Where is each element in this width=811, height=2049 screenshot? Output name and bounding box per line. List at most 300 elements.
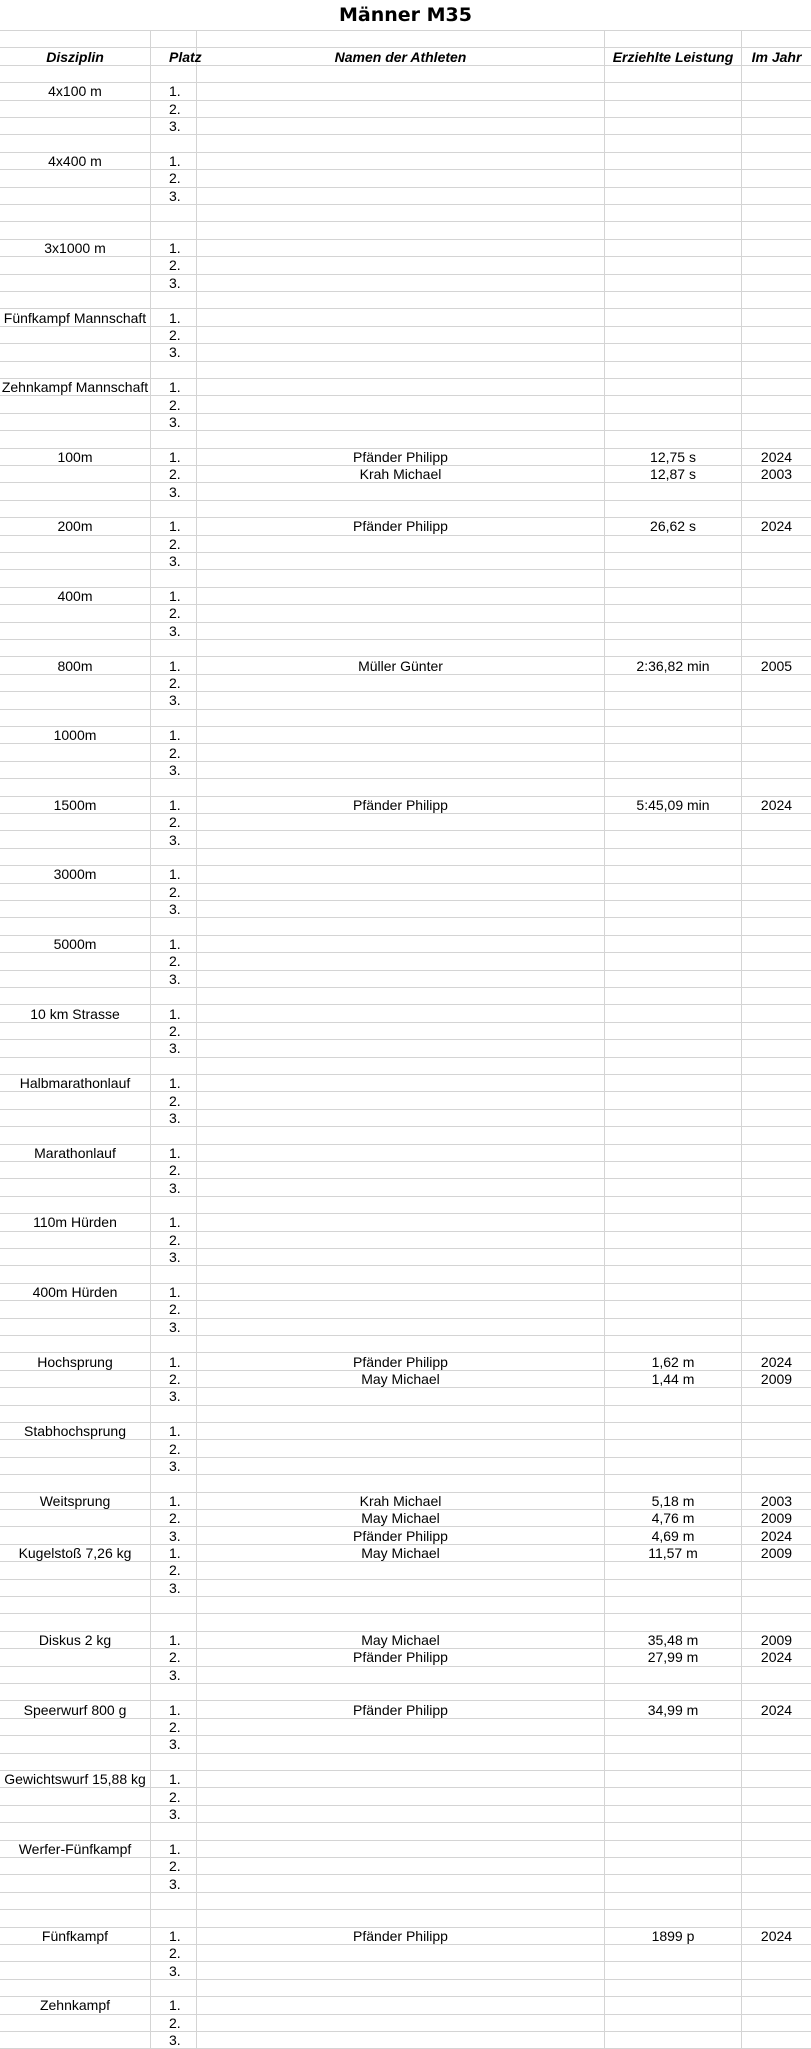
discipline-cell[interactable] xyxy=(0,1388,151,1404)
place-cell[interactable]: 1. xyxy=(151,1545,197,1561)
performance-cell[interactable] xyxy=(605,953,742,969)
year-cell[interactable] xyxy=(742,31,811,47)
discipline-cell[interactable] xyxy=(0,1440,151,1456)
place-cell[interactable]: 3. xyxy=(151,118,197,134)
discipline-cell[interactable] xyxy=(0,1406,151,1422)
athlete-cell[interactable]: Pfänder Philipp xyxy=(197,1527,605,1543)
place-cell[interactable]: 3. xyxy=(151,1179,197,1195)
performance-cell[interactable]: 5:45,09 min xyxy=(605,797,742,813)
place-cell[interactable]: 2. xyxy=(151,2015,197,2031)
athlete-cell[interactable] xyxy=(197,396,605,412)
discipline-cell[interactable]: Werfer-Fünfkampf xyxy=(0,1841,151,1857)
discipline-cell[interactable] xyxy=(0,605,151,621)
performance-cell[interactable] xyxy=(605,1562,742,1578)
athlete-cell[interactable] xyxy=(197,849,605,865)
performance-cell[interactable] xyxy=(605,762,742,778)
year-cell[interactable] xyxy=(742,1301,811,1317)
year-cell[interactable] xyxy=(742,2015,811,2031)
year-cell[interactable] xyxy=(742,814,811,830)
athlete-cell[interactable] xyxy=(197,605,605,621)
performance-cell[interactable] xyxy=(605,536,742,552)
place-cell[interactable]: 1. xyxy=(151,309,197,325)
performance-cell[interactable]: 26,62 s xyxy=(605,518,742,534)
athlete-cell[interactable] xyxy=(197,1232,605,1248)
athlete-cell[interactable] xyxy=(197,309,605,325)
place-cell[interactable]: 2. xyxy=(151,1858,197,1874)
discipline-cell[interactable] xyxy=(0,1945,151,1961)
athlete-cell[interactable] xyxy=(197,1110,605,1126)
athlete-cell[interactable] xyxy=(197,1249,605,1265)
performance-cell[interactable]: 35,48 m xyxy=(605,1632,742,1648)
place-cell[interactable]: 2. xyxy=(151,327,197,343)
discipline-cell[interactable] xyxy=(0,692,151,708)
discipline-cell[interactable] xyxy=(0,1249,151,1265)
place-cell[interactable]: 2. xyxy=(151,536,197,552)
place-cell[interactable]: 3. xyxy=(151,553,197,569)
year-cell[interactable]: 2024 xyxy=(760,1649,793,1666)
year-cell[interactable] xyxy=(742,675,811,691)
year-cell[interactable] xyxy=(742,971,811,987)
athlete-cell[interactable] xyxy=(197,1736,605,1752)
performance-cell[interactable] xyxy=(605,1475,742,1491)
year-cell[interactable] xyxy=(742,988,811,1004)
year-cell[interactable]: Im Jahr xyxy=(751,48,802,65)
performance-cell[interactable] xyxy=(605,66,742,82)
year-cell[interactable] xyxy=(742,1005,811,1021)
discipline-cell[interactable] xyxy=(0,431,151,447)
athlete-cell[interactable] xyxy=(197,344,605,360)
year-cell[interactable] xyxy=(742,1684,811,1700)
athlete-cell[interactable] xyxy=(197,1319,605,1335)
performance-cell[interactable] xyxy=(605,831,742,847)
discipline-cell[interactable]: Marathonlauf xyxy=(0,1145,151,1161)
year-cell[interactable] xyxy=(742,1406,811,1422)
discipline-cell[interactable] xyxy=(0,1893,151,1909)
year-cell[interactable] xyxy=(742,710,811,726)
year-cell[interactable] xyxy=(742,1806,811,1822)
year-cell[interactable] xyxy=(742,292,811,308)
athlete-cell[interactable] xyxy=(197,588,605,604)
place-cell[interactable] xyxy=(151,135,197,151)
performance-cell[interactable]: 5,18 m xyxy=(605,1493,742,1509)
discipline-cell[interactable]: Zehnkampf Mannschaft xyxy=(0,379,151,395)
place-cell[interactable]: 3. xyxy=(151,1249,197,1265)
athlete-cell[interactable] xyxy=(197,1771,605,1787)
year-cell[interactable] xyxy=(742,1423,811,1439)
discipline-cell[interactable] xyxy=(0,135,151,151)
year-cell[interactable] xyxy=(742,1597,811,1613)
athlete-cell[interactable] xyxy=(197,2032,605,2048)
discipline-cell[interactable]: Fünfkampf xyxy=(0,1928,151,1944)
discipline-cell[interactable] xyxy=(0,831,151,847)
place-cell[interactable]: 1. xyxy=(151,240,197,256)
discipline-cell[interactable] xyxy=(0,466,151,482)
place-cell[interactable]: 1. xyxy=(151,1075,197,1091)
performance-cell[interactable] xyxy=(605,901,742,917)
athlete-cell[interactable] xyxy=(197,1788,605,1804)
performance-cell[interactable] xyxy=(605,1806,742,1822)
athlete-cell[interactable] xyxy=(197,205,605,221)
year-cell[interactable] xyxy=(742,66,811,82)
discipline-cell[interactable]: Disziplin xyxy=(0,48,151,64)
performance-cell[interactable] xyxy=(605,710,742,726)
athlete-cell[interactable] xyxy=(197,623,605,639)
discipline-cell[interactable] xyxy=(0,275,151,291)
athlete-cell[interactable]: May Michael xyxy=(197,1510,605,1526)
athlete-cell[interactable] xyxy=(197,1562,605,1578)
year-cell[interactable] xyxy=(742,762,811,778)
year-cell[interactable] xyxy=(742,1319,811,1335)
place-cell[interactable]: 3. xyxy=(151,1806,197,1822)
athlete-cell[interactable] xyxy=(197,1162,605,1178)
place-cell[interactable]: 2. xyxy=(151,1788,197,1804)
discipline-cell[interactable] xyxy=(0,1980,151,1996)
place-cell[interactable]: 1. xyxy=(151,1701,197,1717)
athlete-cell[interactable]: Pfänder Philipp xyxy=(197,1701,605,1717)
performance-cell[interactable] xyxy=(605,1684,742,1700)
place-cell[interactable]: 3. xyxy=(151,1319,197,1335)
place-cell[interactable]: 3. xyxy=(151,1736,197,1752)
athlete-cell[interactable] xyxy=(197,1075,605,1091)
discipline-cell[interactable]: 110m Hürden xyxy=(0,1214,151,1230)
place-cell[interactable]: 1. xyxy=(151,1214,197,1230)
discipline-cell[interactable] xyxy=(0,2032,151,2048)
performance-cell[interactable]: 11,57 m xyxy=(605,1545,742,1561)
discipline-cell[interactable] xyxy=(0,1162,151,1178)
discipline-cell[interactable] xyxy=(0,1127,151,1143)
year-cell[interactable] xyxy=(742,1580,811,1596)
discipline-cell[interactable] xyxy=(0,31,151,47)
discipline-cell[interactable] xyxy=(0,953,151,969)
performance-cell[interactable] xyxy=(605,1406,742,1422)
place-cell[interactable] xyxy=(151,222,197,238)
place-cell[interactable] xyxy=(151,1597,197,1613)
place-cell[interactable]: 1. xyxy=(151,1632,197,1648)
discipline-cell[interactable] xyxy=(0,918,151,934)
athlete-cell[interactable] xyxy=(197,831,605,847)
athlete-cell[interactable] xyxy=(197,135,605,151)
discipline-cell[interactable]: 1000m xyxy=(0,727,151,743)
athlete-cell[interactable] xyxy=(197,1266,605,1282)
place-cell[interactable] xyxy=(151,431,197,447)
discipline-cell[interactable]: Zehnkampf xyxy=(0,1997,151,2013)
athlete-cell[interactable] xyxy=(197,118,605,134)
year-cell[interactable] xyxy=(742,779,811,795)
year-cell[interactable] xyxy=(742,1232,811,1248)
year-cell[interactable] xyxy=(742,553,811,569)
performance-cell[interactable] xyxy=(605,1754,742,1770)
year-cell[interactable] xyxy=(742,849,811,865)
year-cell[interactable]: 2009 xyxy=(760,1544,793,1561)
athlete-cell[interactable] xyxy=(197,188,605,204)
year-cell[interactable] xyxy=(742,1893,811,1909)
athlete-cell[interactable] xyxy=(197,1823,605,1839)
year-cell[interactable] xyxy=(742,188,811,204)
performance-cell[interactable] xyxy=(605,936,742,952)
year-cell[interactable] xyxy=(742,1962,811,1978)
year-cell[interactable] xyxy=(742,953,811,969)
athlete-cell[interactable] xyxy=(197,727,605,743)
discipline-cell[interactable] xyxy=(0,1562,151,1578)
year-cell[interactable] xyxy=(742,101,811,117)
athlete-cell[interactable] xyxy=(197,918,605,934)
athlete-cell[interactable] xyxy=(197,83,605,99)
performance-cell[interactable] xyxy=(605,275,742,291)
performance-cell[interactable] xyxy=(605,1667,742,1683)
discipline-cell[interactable] xyxy=(0,1092,151,1108)
discipline-cell[interactable] xyxy=(0,1266,151,1282)
place-cell[interactable]: 3. xyxy=(151,275,197,291)
place-cell[interactable]: 3. xyxy=(151,1110,197,1126)
place-cell[interactable]: 3. xyxy=(151,414,197,430)
year-cell[interactable] xyxy=(742,344,811,360)
place-cell[interactable]: 3. xyxy=(151,1527,197,1543)
athlete-cell[interactable] xyxy=(197,292,605,308)
athlete-cell[interactable] xyxy=(197,1179,605,1195)
place-cell[interactable] xyxy=(151,1127,197,1143)
year-cell[interactable] xyxy=(742,1858,811,1874)
performance-cell[interactable] xyxy=(605,588,742,604)
discipline-cell[interactable] xyxy=(0,344,151,360)
athlete-cell[interactable] xyxy=(197,1023,605,1039)
athlete-cell[interactable] xyxy=(197,431,605,447)
place-cell[interactable]: 3. xyxy=(151,1580,197,1596)
athlete-cell[interactable]: May Michael xyxy=(197,1632,605,1648)
place-cell[interactable]: 1. xyxy=(151,1997,197,2013)
athlete-cell[interactable] xyxy=(197,1388,605,1404)
place-cell[interactable]: 2. xyxy=(151,1232,197,1248)
year-cell[interactable] xyxy=(742,483,811,499)
year-cell[interactable] xyxy=(742,431,811,447)
year-cell[interactable] xyxy=(742,1788,811,1804)
year-cell[interactable]: 2024 xyxy=(760,1527,793,1544)
discipline-cell[interactable]: 800m xyxy=(0,657,151,673)
place-cell[interactable]: 2. xyxy=(151,744,197,760)
performance-cell[interactable] xyxy=(605,866,742,882)
performance-cell[interactable] xyxy=(605,1336,742,1352)
athlete-cell[interactable] xyxy=(197,1910,605,1926)
discipline-cell[interactable] xyxy=(0,675,151,691)
performance-cell[interactable] xyxy=(605,1179,742,1195)
performance-cell[interactable] xyxy=(605,640,742,656)
year-cell[interactable] xyxy=(742,1284,811,1300)
year-cell[interactable] xyxy=(742,1475,811,1491)
place-cell[interactable] xyxy=(151,1406,197,1422)
athlete-cell[interactable] xyxy=(197,988,605,1004)
athlete-cell[interactable] xyxy=(197,1005,605,1021)
athlete-cell[interactable] xyxy=(197,779,605,795)
discipline-cell[interactable] xyxy=(0,1040,151,1056)
place-cell[interactable]: 1. xyxy=(151,1771,197,1787)
discipline-cell[interactable] xyxy=(0,710,151,726)
athlete-cell[interactable] xyxy=(197,240,605,256)
discipline-cell[interactable] xyxy=(0,536,151,552)
discipline-cell[interactable] xyxy=(0,1597,151,1613)
discipline-cell[interactable]: Fünfkampf Mannschaft xyxy=(0,309,151,325)
performance-cell[interactable] xyxy=(605,1232,742,1248)
place-cell[interactable]: 1. xyxy=(151,936,197,952)
performance-cell[interactable] xyxy=(605,188,742,204)
performance-cell[interactable] xyxy=(605,1858,742,1874)
place-cell[interactable]: 1. xyxy=(151,83,197,99)
performance-cell[interactable] xyxy=(605,1719,742,1735)
athlete-cell[interactable] xyxy=(197,536,605,552)
discipline-cell[interactable] xyxy=(0,779,151,795)
performance-cell[interactable] xyxy=(605,884,742,900)
athlete-cell[interactable]: Krah Michael xyxy=(197,1493,605,1509)
place-cell[interactable]: 3. xyxy=(151,1667,197,1683)
place-cell[interactable] xyxy=(151,849,197,865)
discipline-cell[interactable] xyxy=(0,1179,151,1195)
place-cell[interactable] xyxy=(151,292,197,308)
year-cell[interactable] xyxy=(742,1058,811,1074)
performance-cell[interactable] xyxy=(605,727,742,743)
place-cell[interactable]: 2. xyxy=(151,257,197,273)
place-cell[interactable] xyxy=(151,362,197,378)
place-cell[interactable]: 2. xyxy=(151,1719,197,1735)
place-cell[interactable]: 3. xyxy=(151,1875,197,1891)
athlete-cell[interactable] xyxy=(197,170,605,186)
discipline-cell[interactable] xyxy=(0,1319,151,1335)
year-cell[interactable] xyxy=(742,1388,811,1404)
performance-cell[interactable] xyxy=(605,1110,742,1126)
performance-cell[interactable] xyxy=(605,1962,742,1978)
discipline-cell[interactable] xyxy=(0,101,151,117)
place-cell[interactable]: 3. xyxy=(151,344,197,360)
athlete-cell[interactable] xyxy=(197,66,605,82)
performance-cell[interactable]: Erziehlte Leistung xyxy=(605,48,742,64)
year-cell[interactable] xyxy=(742,240,811,256)
performance-cell[interactable] xyxy=(605,1266,742,1282)
place-cell[interactable] xyxy=(151,779,197,795)
place-cell[interactable]: 2. xyxy=(151,101,197,117)
discipline-cell[interactable]: 3x1000 m xyxy=(0,240,151,256)
performance-cell[interactable] xyxy=(605,1736,742,1752)
discipline-cell[interactable]: Weitsprung xyxy=(0,1493,151,1509)
place-cell[interactable]: 1. xyxy=(151,379,197,395)
place-cell[interactable]: 1. xyxy=(151,588,197,604)
performance-cell[interactable] xyxy=(605,1841,742,1857)
discipline-cell[interactable] xyxy=(0,362,151,378)
discipline-cell[interactable] xyxy=(0,744,151,760)
discipline-cell[interactable]: Hochsprung xyxy=(0,1353,151,1369)
athlete-cell[interactable] xyxy=(197,1893,605,1909)
discipline-cell[interactable] xyxy=(0,884,151,900)
discipline-cell[interactable] xyxy=(0,1458,151,1474)
discipline-cell[interactable] xyxy=(0,1754,151,1770)
athlete-cell[interactable] xyxy=(197,1440,605,1456)
performance-cell[interactable] xyxy=(605,1997,742,2013)
year-cell[interactable] xyxy=(742,918,811,934)
performance-cell[interactable] xyxy=(605,1893,742,1909)
performance-cell[interactable] xyxy=(605,675,742,691)
performance-cell[interactable] xyxy=(605,153,742,169)
year-cell[interactable] xyxy=(742,222,811,238)
place-cell[interactable]: 3. xyxy=(151,1388,197,1404)
performance-cell[interactable] xyxy=(605,135,742,151)
athlete-cell[interactable] xyxy=(197,1475,605,1491)
athlete-cell[interactable] xyxy=(197,1580,605,1596)
performance-cell[interactable]: 34,99 m xyxy=(605,1701,742,1717)
discipline-cell[interactable] xyxy=(0,988,151,1004)
discipline-cell[interactable] xyxy=(0,1475,151,1491)
discipline-cell[interactable]: Stabhochsprung xyxy=(0,1423,151,1439)
athlete-cell[interactable] xyxy=(197,1040,605,1056)
year-cell[interactable] xyxy=(742,1458,811,1474)
place-cell[interactable]: 2. xyxy=(151,1440,197,1456)
performance-cell[interactable] xyxy=(605,1788,742,1804)
year-cell[interactable] xyxy=(742,536,811,552)
discipline-cell[interactable] xyxy=(0,1058,151,1074)
place-cell[interactable] xyxy=(151,1614,197,1630)
place-cell[interactable]: 3. xyxy=(151,1040,197,1056)
year-cell[interactable]: 2024 xyxy=(760,1927,793,1944)
athlete-cell[interactable] xyxy=(197,744,605,760)
year-cell[interactable] xyxy=(742,831,811,847)
athlete-cell[interactable] xyxy=(197,971,605,987)
place-cell[interactable]: 3. xyxy=(151,1458,197,1474)
athlete-cell[interactable] xyxy=(197,1145,605,1161)
discipline-cell[interactable] xyxy=(0,1684,151,1700)
place-cell[interactable]: 2. xyxy=(151,1649,197,1665)
discipline-cell[interactable] xyxy=(0,188,151,204)
athlete-cell[interactable] xyxy=(197,1301,605,1317)
discipline-cell[interactable]: 5000m xyxy=(0,936,151,952)
discipline-cell[interactable] xyxy=(0,1649,151,1665)
discipline-cell[interactable] xyxy=(0,553,151,569)
athlete-cell[interactable] xyxy=(197,710,605,726)
discipline-cell[interactable] xyxy=(0,1875,151,1891)
athlete-cell[interactable] xyxy=(197,1614,605,1630)
place-cell[interactable]: 3. xyxy=(151,1962,197,1978)
performance-cell[interactable] xyxy=(605,2015,742,2031)
year-cell[interactable] xyxy=(742,1910,811,1926)
athlete-cell[interactable]: May Michael xyxy=(197,1371,605,1387)
discipline-cell[interactable] xyxy=(0,257,151,273)
year-cell[interactable] xyxy=(742,570,811,586)
performance-cell[interactable] xyxy=(605,118,742,134)
athlete-cell[interactable] xyxy=(197,222,605,238)
performance-cell[interactable] xyxy=(605,1423,742,1439)
discipline-cell[interactable] xyxy=(0,1232,151,1248)
performance-cell[interactable]: 4,69 m xyxy=(605,1527,742,1543)
performance-cell[interactable] xyxy=(605,988,742,1004)
discipline-cell[interactable] xyxy=(0,414,151,430)
year-cell[interactable] xyxy=(742,205,811,221)
year-cell[interactable] xyxy=(742,135,811,151)
year-cell[interactable]: 2024 xyxy=(760,448,793,465)
place-cell[interactable] xyxy=(151,1910,197,1926)
performance-cell[interactable] xyxy=(605,1023,742,1039)
discipline-cell[interactable]: 400m Hürden xyxy=(0,1284,151,1300)
performance-cell[interactable] xyxy=(605,1945,742,1961)
athlete-cell[interactable] xyxy=(197,501,605,517)
place-cell[interactable] xyxy=(151,1058,197,1074)
year-cell[interactable] xyxy=(742,901,811,917)
place-cell[interactable]: 1. xyxy=(151,1928,197,1944)
year-cell[interactable] xyxy=(742,170,811,186)
place-cell[interactable]: 3. xyxy=(151,831,197,847)
athlete-cell[interactable] xyxy=(197,1423,605,1439)
year-cell[interactable]: 2003 xyxy=(760,1492,793,1509)
performance-cell[interactable] xyxy=(605,205,742,221)
place-cell[interactable] xyxy=(151,1980,197,1996)
performance-cell[interactable] xyxy=(605,483,742,499)
year-cell[interactable] xyxy=(742,1179,811,1195)
athlete-cell[interactable] xyxy=(197,1214,605,1230)
year-cell[interactable]: 2003 xyxy=(760,466,793,483)
performance-cell[interactable] xyxy=(605,362,742,378)
